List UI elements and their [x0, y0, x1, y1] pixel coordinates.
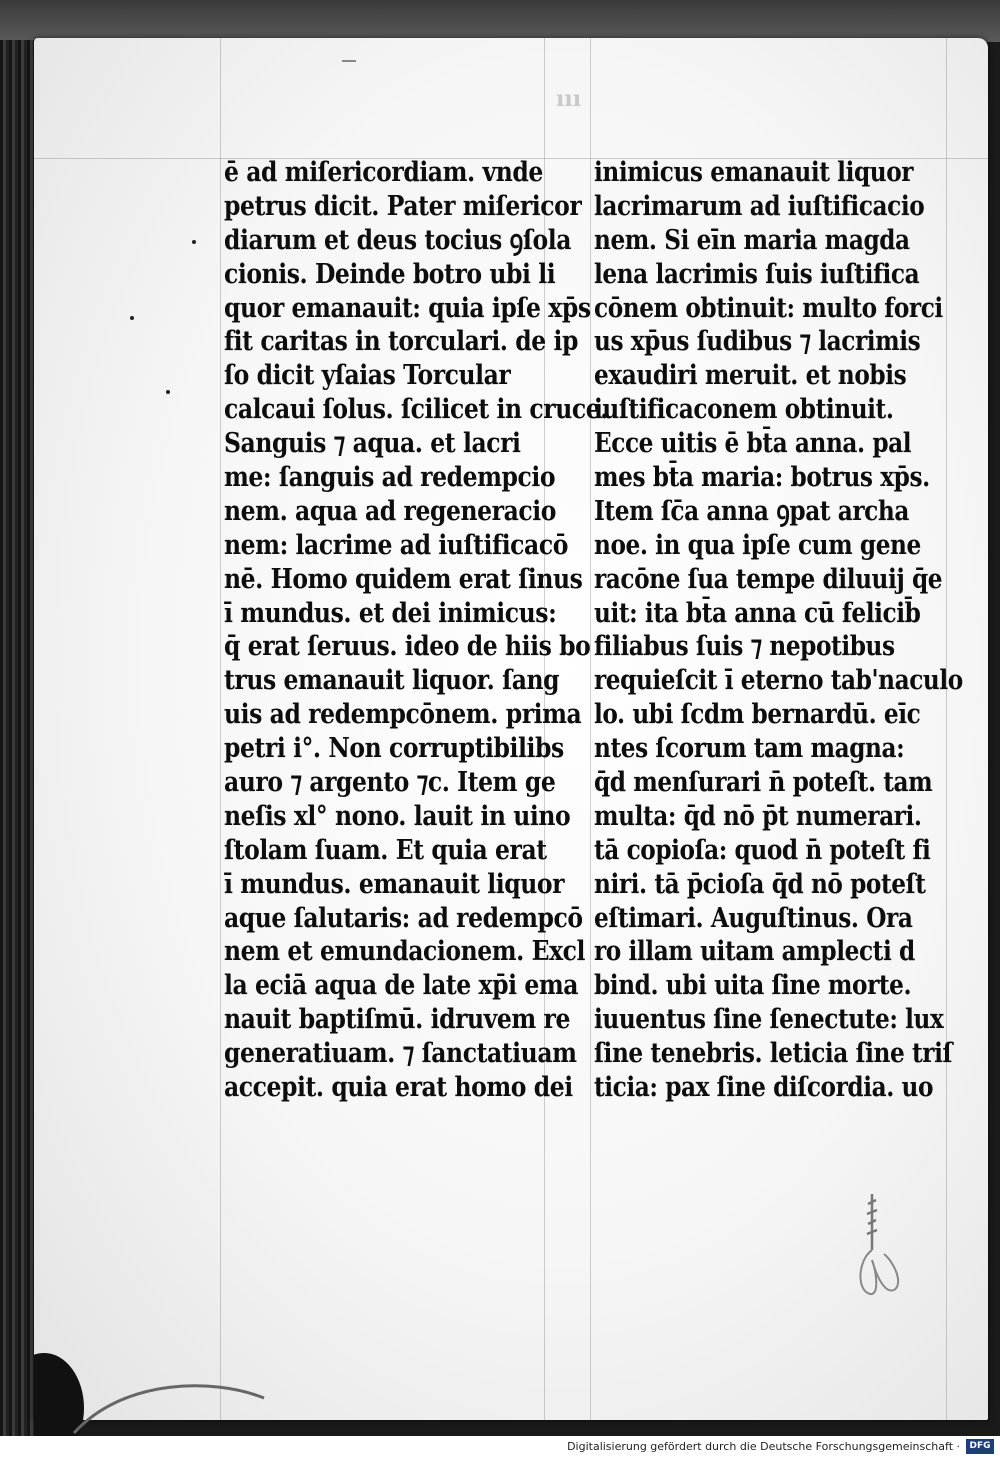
- text-line: accepit. quia erat homo dei: [224, 1072, 573, 1104]
- text-line: q̄ erat ſeruus. ideo de hiis bo: [224, 631, 591, 663]
- text-line: la eciā aqua de late xp̄i ema: [224, 970, 579, 1002]
- text-line: ticia: pax ſine diſcordia. uo: [594, 1072, 934, 1104]
- text-line: filiabus ſuis ⁊ nepotibus: [594, 631, 895, 663]
- text-line: nem: lacrime ad iuſtificacō: [224, 529, 568, 561]
- text-line: multa: q̄d nō p̄t numerari.: [594, 800, 922, 832]
- text-line: niri. tā p̄cioſa q̄d nō poteſt: [594, 868, 926, 900]
- text-line: neſis xl° nono. lauit in uino: [224, 800, 571, 832]
- scan-top-edge: [0, 0, 1000, 42]
- text-line: ſine tenebris. leticia ſine triſ: [594, 1038, 953, 1070]
- text-line: ntes ſcorum tam magna:: [594, 733, 905, 765]
- text-line: nem et emundacionem. Excl: [224, 936, 586, 968]
- text-line: ſo dicit yſaias Torcular: [224, 360, 511, 392]
- book-binding-edge: [0, 40, 38, 1440]
- text-line: Item ſc̄a anna ꝯpat archa: [594, 495, 909, 527]
- text-line: Ecce uitis ē bt̄a anna. pal: [594, 428, 912, 460]
- ruling-line-left: [220, 38, 221, 1420]
- text-line: bind. ubi uita ſine morte.: [594, 970, 912, 1002]
- text-line: auro ⁊ argento ⁊c. Item ge: [224, 767, 556, 799]
- text-line: Sanguis ⁊ aqua. et lacri: [224, 428, 521, 460]
- text-line: requieſcit ī eterno tab'naculo: [594, 665, 963, 697]
- text-line: nē. Homo quidem erat ſinus: [224, 563, 583, 595]
- text-line: generatiuam. ⁊ ſanctatiuam: [224, 1038, 577, 1070]
- pricking-mark: [192, 240, 196, 244]
- text-line: diarum et deus tocius ꝯſola: [224, 224, 572, 256]
- text-line: petrus dicit. Pater miſericor: [224, 190, 582, 222]
- text-line: eſtimari. Auguſtinus. Ora: [594, 902, 913, 934]
- text-line: quor emanauit: quia ipſe xp̄s: [224, 292, 591, 324]
- text-line: ē ad miſericordiam. vnde: [224, 157, 543, 188]
- digitization-footer: [0, 1436, 1000, 1458]
- manuscript-page: [34, 38, 988, 1420]
- text-line: lacrimarum ad iuſtificacio: [594, 190, 925, 222]
- text-line: iuſtificaconem obtinuit.: [594, 394, 894, 426]
- text-line: iuuentus ſine ſenectute: lux: [594, 1004, 944, 1036]
- text-line: q̄d menſurari n̄ poteſt. tam: [594, 767, 933, 799]
- page-top-mark: [342, 60, 356, 62]
- text-line: calcaui ſolus. ſcilicet in cruce.: [224, 394, 608, 426]
- text-line: ſtolam ſuam. Et quia erat: [224, 834, 547, 866]
- text-line: uit: ita bt̄a anna cū felicib̄: [594, 597, 921, 629]
- text-line: fit caritas in torculari. de ip: [224, 326, 579, 358]
- text-line: us xp̄us ſudibus ⁊ lacrimis: [594, 326, 921, 358]
- text-line: inimicus emanauit liquor: [594, 157, 914, 188]
- quire-mark: ııı: [556, 86, 582, 112]
- text-line: ī mundus. emanauit liquor: [224, 868, 565, 900]
- text-column-right: [594, 156, 963, 1105]
- text-line: uis ad redempcōnem. prima: [224, 699, 582, 731]
- text-line: trus emanauit liquor. ſang: [224, 665, 560, 697]
- text-line: aque ſalutaris: ad redempcō: [224, 902, 583, 934]
- text-line: noe. in qua ipſe cum gene: [594, 529, 921, 561]
- text-line: nauit baptiſmū. idruvem re: [224, 1004, 571, 1036]
- text-line: lena lacrimis ſuis iuſtifica: [594, 258, 920, 290]
- text-line: cōnem obtinuit: multo forci: [594, 292, 943, 324]
- pricking-mark: [166, 390, 170, 394]
- text-column-left: [224, 156, 608, 1105]
- text-line: petri i°. Non corruptibilibs: [224, 733, 564, 765]
- text-line: tā copioſa: quod n̄ poteſt fi: [594, 834, 931, 866]
- dfg-logo: DFG: [966, 1439, 994, 1454]
- pricking-mark: [130, 316, 134, 320]
- text-line: racōne ſua tempe diluuij q̄e: [594, 563, 943, 595]
- text-line: ī mundus. et dei inimicus:: [224, 597, 557, 629]
- text-line: mes bt̄a maria: botrus xp̄s.: [594, 462, 930, 494]
- text-line: nem. Si eīn maria magda: [594, 224, 910, 256]
- text-line: ro illam uitam amplecti d: [594, 936, 915, 968]
- text-line: lo. ubi ſcdm bernardū. eīc: [594, 699, 921, 731]
- footer-credit: Digitalisierung gefördert durch die Deutsche Forschungsgemeinschaft ·: [567, 1440, 960, 1453]
- text-line: me: ſanguis ad redempcio: [224, 462, 556, 494]
- text-line: nem. aqua ad regeneracio: [224, 495, 556, 527]
- text-line: exaudiri meruit. et nobis: [594, 360, 907, 392]
- text-line: cionis. Deinde botro ubi li: [224, 258, 556, 290]
- marginal-flourish-icon: [854, 1190, 914, 1300]
